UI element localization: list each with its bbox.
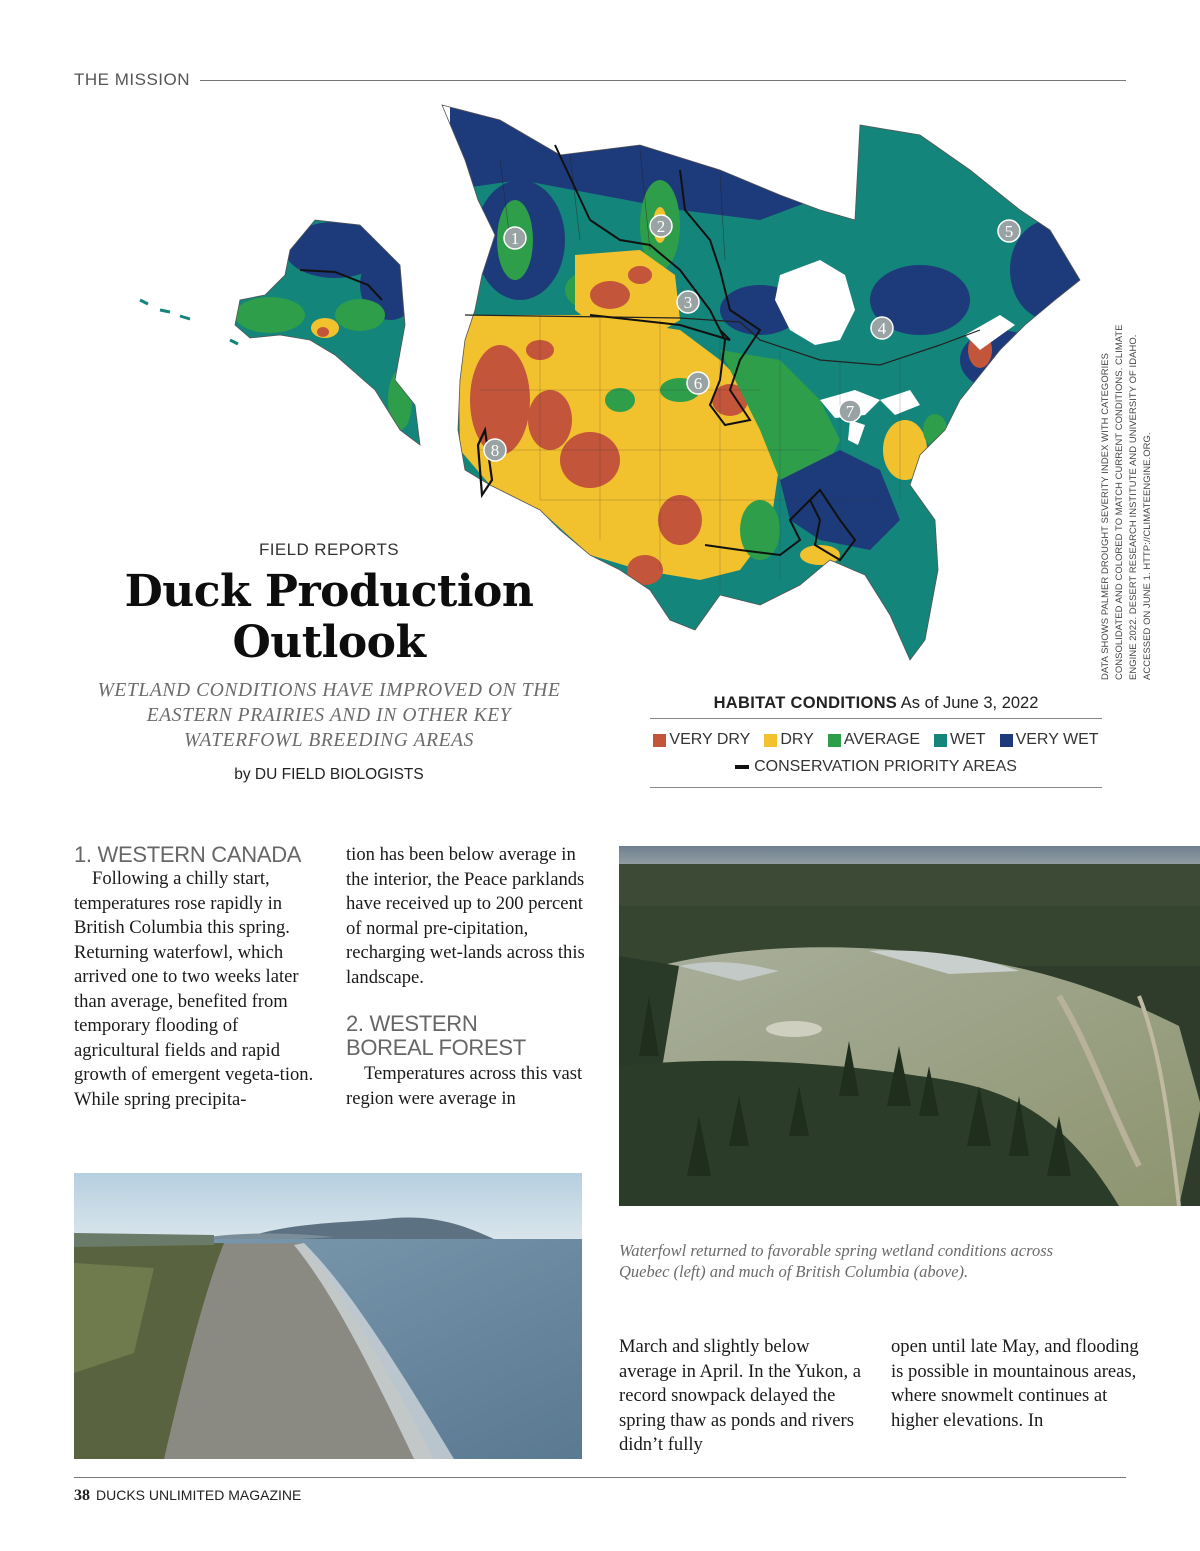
body-column-2 bbox=[346, 843, 596, 1111]
footer-rule bbox=[74, 1477, 1126, 1478]
legend-swatch bbox=[934, 734, 947, 747]
page-number: 38 bbox=[74, 1487, 90, 1504]
section-label: THE MISSION bbox=[74, 70, 204, 90]
legend-title-date: As of June 3, 2022 bbox=[897, 694, 1039, 712]
legend-item bbox=[764, 731, 814, 749]
photo-british-columbia-wetland bbox=[619, 846, 1200, 1206]
publication-name: DUCKS UNLIMITED MAGAZINE bbox=[96, 1487, 302, 1503]
body-paragraph: Following a chilly start, temperatures rose rapidly in British Columbia this spring. Returning waterfowl, which arrived one to two weeks later than average, benefited from temporary flooding of agricultural fields and rapid growth of emergent vegeta-tion. While spring precipita- bbox=[74, 868, 314, 1110]
legend-title bbox=[650, 690, 1102, 718]
body-paragraph: Temperatures across this vast region were average in bbox=[346, 1063, 583, 1109]
svg-text:1: 1 bbox=[510, 229, 520, 248]
legend-line-label: CONSERVATION PRIORITY AREAS bbox=[754, 758, 1017, 775]
map-marker bbox=[871, 317, 893, 339]
header-rule bbox=[200, 80, 1126, 81]
photo-quebec-shoreline bbox=[74, 1173, 582, 1459]
body-paragraph: tion has been below average in the interior, the Peace parklands have received up to 200 percent of normal pre-cipitation, recharging wet-lands across this landscape. bbox=[346, 844, 585, 988]
legend-item bbox=[828, 731, 920, 749]
body-paragraph: open until late May, and flooding is possible in mountainous areas, where snowmelt continues at higher elevations. In bbox=[891, 1336, 1139, 1431]
map-marker bbox=[504, 227, 526, 249]
legend-item bbox=[1000, 731, 1099, 749]
section-header bbox=[74, 70, 1126, 94]
legend-item-label: VERY WET bbox=[1015, 731, 1099, 748]
svg-text:5: 5 bbox=[1004, 222, 1014, 241]
svg-text:8: 8 bbox=[490, 441, 500, 460]
legend-item-label: AVERAGE bbox=[843, 731, 921, 748]
map-marker bbox=[677, 291, 699, 313]
svg-text:6: 6 bbox=[693, 374, 703, 393]
subhead-western-boreal: 2. WESTERN BOREAL FOREST bbox=[346, 1011, 526, 1060]
article-title-line1: Duck Production bbox=[124, 566, 534, 617]
subhead-western-canada: 1. WESTERN CANADA bbox=[74, 842, 302, 867]
svg-text:4: 4 bbox=[877, 319, 887, 338]
map-marker bbox=[839, 400, 861, 422]
legend-swatch bbox=[1000, 734, 1013, 747]
map-marker bbox=[484, 439, 506, 461]
svg-text:3: 3 bbox=[683, 293, 693, 312]
article-byline: by DU FIELD BIOLOGISTS bbox=[234, 766, 424, 783]
legend-rule bbox=[650, 718, 1102, 719]
legend-item bbox=[653, 731, 750, 749]
legend-rule-bottom bbox=[650, 787, 1102, 788]
legend-items bbox=[650, 725, 1102, 755]
legend-line-swatch bbox=[735, 765, 749, 769]
map-marker bbox=[998, 220, 1020, 242]
article-title bbox=[74, 566, 584, 668]
article-kicker: FIELD REPORTS bbox=[259, 540, 399, 559]
legend-title-bold: HABITAT CONDITIONS bbox=[713, 694, 898, 712]
body-column-4 bbox=[891, 1335, 1141, 1433]
legend-item-label: DRY bbox=[780, 731, 814, 748]
page-footer bbox=[74, 1487, 301, 1505]
body-column-1 bbox=[74, 843, 324, 1112]
legend-swatch bbox=[764, 734, 777, 747]
map-marker bbox=[650, 215, 672, 237]
body-paragraph: March and slightly below average in April. In the Yukon, a record snowpack delayed the spring thaw as ponds and rivers didn’t fully bbox=[619, 1336, 861, 1455]
map-legend bbox=[650, 690, 1102, 790]
map-credit bbox=[1098, 300, 1158, 680]
legend-swatch bbox=[653, 734, 666, 747]
svg-text:7: 7 bbox=[845, 402, 855, 421]
legend-line-item bbox=[650, 755, 1102, 779]
body-column-3 bbox=[619, 1335, 869, 1458]
article-deck: WETLAND CONDITIONS HAVE IMPROVED ON THE EASTERN PRAIRIES AND IN OTHER KEY WATERFOWL BREEDING AREAS bbox=[97, 680, 561, 751]
article-title-line2: Outlook bbox=[232, 617, 426, 668]
svg-text:2: 2 bbox=[656, 217, 666, 236]
map-credit-text: DATA SHOWS PALMER DROUGHT SEVERITY INDEX WITH CATEGORIES CONSOLIDATED AND COLORED TO MATCH CURRENT CONDITIONS. CLIMATE ENGINE 2022. DESERT RESEARCH INSTITUTE AND UNIVERSITY OF IDAHO. ACCESSED ON JUNE 1. HTTP://CLIMATEENGINE.ORG. bbox=[1099, 324, 1152, 680]
photo-caption: Waterfowl returned to favorable spring wetland conditions across Quebec (left) and much of British Columbia (above). bbox=[619, 1241, 1054, 1281]
legend-item bbox=[934, 731, 986, 749]
map-marker bbox=[687, 372, 709, 394]
legend-swatch bbox=[828, 734, 841, 747]
legend-item-label: WET bbox=[950, 731, 986, 748]
legend-item-label: VERY DRY bbox=[669, 731, 751, 748]
